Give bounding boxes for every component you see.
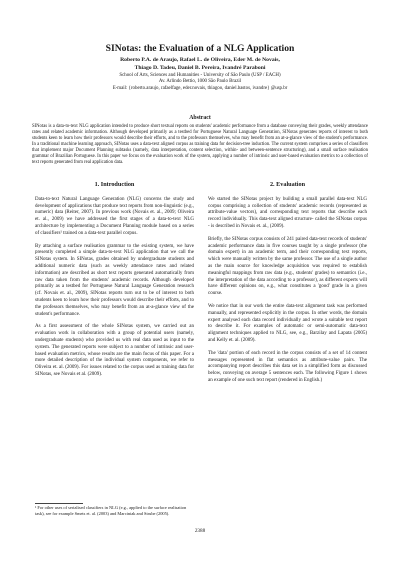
affiliation — [0, 73, 400, 92]
abstract-heading: Abstract — [189, 115, 211, 121]
abstract-text: SINotas is a data-to-text NLG application intended to produce short textual reports on students' academic performance from a database conveying their grades, weekly attendance rates and related academic information. Although developed primarily as a testbed for Portuguese Natural Language Generation, SINotas generates reports of interest to both students keen to learn how their professors would describe their efforts, and to the professors themselves, who may benefit from an at-a-glance view of the student's performance. In a traditional machine learning approach, SINotas uses a data-text aligned corpus as training data for decision-tree induction. The current system comprises a series of classifiers that implement major Document Planning subtasks (namely, data interpretation, content selection, within- and between-sentence structuring), and a small surface realisation grammar of Brazilian Portuguese. In this paper we focus on the evaluation work of the system, applying a number of intrinsic and user-based evaluation metrics to a collection of text reports generated from real application data. — [32, 124, 368, 165]
author-line: Thiago D. Tadeu, Daniel B. Pereira, Ivandré Paraboni — [134, 64, 266, 71]
page-number: 2388 — [194, 528, 206, 534]
section-heading-introduction: 1. Introduction — [94, 181, 135, 188]
paragraph: Data-to-text Natural Language Generation (NLG) concerns the study and development of applications that produce text reports from non-linguistic (e.g., numeric) data (Reiter, 2007). In previous work (Novais et. al., 2009; Oliveira et. al., 2009) we have addressed the first stages of a data-to-text NLG architecture by implementing a Document Planning module based on a series of classifiers¹ trained on a data-text parallel corpus. — [35, 196, 194, 236]
author-line: Roberto P.A. de Araujo, Rafael L. de Oliveira, Eder M. de Novais, — [120, 57, 280, 63]
right-column — [208, 182, 367, 391]
affiliation-line: Av. Arlindo Bettio, 1000 São Paulo Brazil — [158, 79, 242, 85]
section-heading-evaluation: 2. Evaluation — [269, 181, 306, 188]
paragraph: As a first assessment of the whole SINotas system, we carried out an evaluation work in collaboration with a group of potential users (namely, undergraduate students) who provided us with real data used as input to the system. The generated reports were subject to a number of intrinsic and user-based evaluation metrics, whose results are the main focus of this paper. For a more detailed description of the individual system components, we refer to Oliveira et. al. (2009). For issues related to the corpus used as training data for SINotas, see Novais et al. (2009). — [35, 324, 194, 377]
paragraph: By attaching a surface realisation grammar to the existing system, we have presently completed a simple data-to-text NLG application that we call the SINotas system. In SINotas, grades obtained by undergraduate students and additional numeric data (such as weekly attendance rates and related information) are described as short text reports generated automatically from raw data taken from the students' academic records. Although developed primarily as a testbed for Portuguese Natural Language Generation research (cf. Novais et. al., 2009), SINotas reports turn out to be of interest to both students keen to learn how their professors would describe their efforts, and to the professors themselves, who may benefit from an at-a-glance view of the student's performance. — [35, 243, 194, 317]
paragraph: We started the SINotas project by building a small parallel data-text NLG corpus comprising a collection of students' academic records (represented as attribute-value vectors), and corresponding text reports that describe each record individually. This data-text aligned structure- called the SINotas corpus - is described in Novais et. al., (2009). — [208, 196, 367, 229]
footnote: ¹ For other uses of serialised classifiers in NLG (e.g., applied to the surface realisation task), see for example Smets et. al. (2003) and Marciniak and Strube (2005). — [35, 505, 187, 516]
left-column — [35, 182, 194, 385]
paragraph: We notice that in our work the entire data-text alignment task was performed manually, and represented explicitly in the corpus. In other words, the domain expert analysed each data record individually and wrote a suitable text report to describe it. For examples of automatic or semi-automatic data-text alignment techniques applied to NLG, see, e.g., Barzilay and Lapata (2005) and Kelly et. al. (2009). — [208, 303, 367, 343]
paragraph: Briefly, the SINotas corpus consists of 241 paired data-text records of students' academic performance data in five courses taught by a single professor (the domain expert) in an academic term, and their corresponding text reports, which were manually written by the same professor. The use of a single author as the main source for knowledge acquisition was required to establish meaningful mappings from raw data (e.g., students' grades) to semantics (i.e., the interpretation of the data according to a professor), as different experts will have different opinions on, e.g., what constitutes a 'good' grade in a given course. — [208, 236, 367, 297]
paper-title: SINotas: the Evaluation of a NLG Application — [105, 43, 295, 54]
affiliation-email: E-mail: {roberto.araujo, rafaelfage, eder.novais, thiagoo, daniel.bastos, ivandre} @usp.br — [112, 85, 288, 91]
author-list — [0, 57, 400, 72]
affiliation-line: School of Arts, Sciences and Humanities - University of São Paulo (USP / EACH) — [119, 73, 281, 78]
paragraph: The 'data' portion of each record in the corpus consists of a set of 14 content messages represented in flat semantics as attribute-value pairs. The accompanying report describes this data set in a simplified form as discussed below, conveying on average 5 sentences each. The following Figure 1 shows an example of one such text report (rendered in English.) — [208, 350, 367, 383]
footnote-divider — [35, 503, 83, 504]
